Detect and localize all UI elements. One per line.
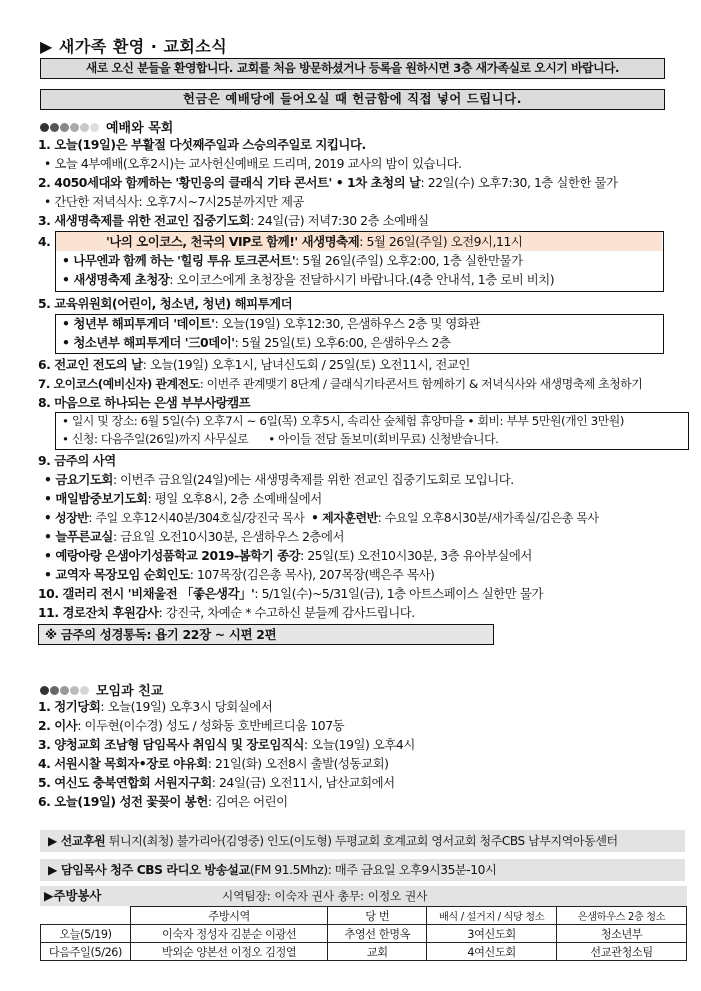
notice-8-sub2: • 신청: 다음주일(26일)까지 사무실로 • 아이들 전담 돌보미(회비무료) 신청받습니다. <box>62 432 499 446</box>
ministry-baby-school: • 예랑아랑 은샘아기성품학교 2019-봄학기 종강: 25일(토) 오전10시30분, 3층 유아부실에서 <box>44 548 532 563</box>
notice-10: 10. 갤러리 전시 '비채울전 「좋은생각」': 5/1일(수)~5/31일(금), 1층 아트스페이스 실한만 물가 <box>38 586 543 601</box>
kitchen-table <box>40 906 687 961</box>
fellowship-item-2: 2. 이사: 이두현(이수경) 성도 / 성화동 호반베르디움 107동 <box>38 718 345 733</box>
notice-5-sub2: • 청소년부 해피투게더 '三0데이': 5월 25일(토) 오후6:00, 은샘하우스 2층 <box>62 335 451 350</box>
table-row: 다음주일(5/26) 박외순 양본선 이정오 김정열 교회 4여신도회 선교관청소팀 <box>41 943 687 961</box>
ministry-pastor-visit: • 교역자 목장모임 순회인도: 107목장(김은총 목사), 207목장(백은주 목사) <box>44 567 435 582</box>
bullet-dots-icon <box>40 684 90 699</box>
section-title-new-family: ▶ 새가족 환영 · 교회소식 <box>40 37 228 56</box>
fellowship-heading: 모임과 친교 <box>40 680 163 699</box>
bullet-dots-icon <box>40 121 100 136</box>
notice-5-sub1: • 청년부 해피투게더 '데이트': 오늘(19일) 오후12:30, 은샘하우스 2층 및 영화관 <box>62 316 480 331</box>
ministry-friday-prayer: • 금요기도회: 이번주 금요일(24일)에는 새생명축제를 위한 전교인 집중기도회로 모입니다. <box>44 472 514 487</box>
radio-sermon-bar: ▶ 담임목사 청주 CBS 라디오 방송설교(FM 91.5Mhz): 매주 금요일 오후9시35분-10시 <box>40 859 685 881</box>
mission-support-bar: ▶ 선교후원 튀니지(최청) 불가리아(김영중) 인도(이도형) 두평교회 호계교회 영서교회 청주CBS 남부지역아동센터 <box>40 830 685 852</box>
ministry-growth-class: • 성장반: 주일 오후12시40분/304호실/강진국 목사 • 제자훈련반: 수요일 오후8시30분/새가족실/김은총 목사 <box>44 511 599 525</box>
kitchen-header: ▶주방봉사 시역팀장: 이숙자 권사 총무: 이정오 권사 <box>40 886 687 906</box>
offering-banner: 헌금은 예배당에 들어오실 때 헌금함에 직접 넣어 드립니다. <box>40 89 665 110</box>
notice-5-head: 5. 교육위원회(어린이, 청소년, 청년) 해피투게더 <box>38 296 293 311</box>
notice-9-head: 9. 금주의 사역 <box>38 453 116 468</box>
notice-8-sub1: • 일시 및 장소: 6월 5일(수) 오후7시 ~ 6일(목) 오후5시, 속리산 숲체험 휴양마을 • 회비: 부부 5만원(개인 3만원) <box>62 414 624 428</box>
table-header-row: 주방시역 당 번 배식 / 설거지 / 식당 청소 은샘하우스 2층 청소 <box>41 907 687 925</box>
fellowship-item-6: 6. 오늘(19일) 성전 꽃꽂이 봉헌: 김여은 어린이 <box>38 794 288 809</box>
fellowship-item-1: 1. 정기당회: 오늘(19일) 오후3시 당회실에서 <box>38 699 273 714</box>
notice-6: 6. 전교인 전도의 날: 오늘(19일) 오후1시, 남녀신도회 / 25일(토) 오전11시, 전교인 <box>38 357 470 372</box>
notice-4-sub1: • 나무엔과 함께 하는 '힐링 투유 토크콘서트': 5월 26일(주일) 오후2:00, 1층 실한만물가 <box>62 253 523 268</box>
ministry-evergreen: • 늘푸른교실: 금요일 오전10시30분, 은샘하우스 2층에서 <box>44 529 345 544</box>
bible-reading-box: ※ 금주의 성경통독: 욥기 22장 ~ 시편 2편 <box>38 624 494 645</box>
fellowship-item-3: 3. 양청교회 조남형 담임목사 취임식 및 장로임직식: 오늘(19일) 오후4시 <box>38 737 415 752</box>
fellowship-item-4: 4. 서원시찰 목회자•장로 야유회: 21일(화) 오전8시 출발(성동교회) <box>38 756 389 771</box>
notice-7: 7. 오이코스(예비신자) 관계전도: 이번주 관계맺기 8단계 / 클래식기타콘서트 함께하기 & 저녁식사와 새생명축제 초청하기 <box>38 377 643 391</box>
notice-11: 11. 경로잔치 후원감사: 강진국, 차예순 * 수고하신 분들께 감사드립니다. <box>38 605 415 620</box>
notice-4-main: '나의 오이코스, 천국의 VIP로 함께!' 새생명축제: 5월 26일(주일) 오전9시,11시 <box>106 234 523 249</box>
welcome-banner: 새로 오신 분들을 환영합니다. 교회를 처음 방문하셨거나 등록을 원하시면 3층 새가족실로 오시기 바랍니다. <box>40 58 665 79</box>
notice-8-head: 8. 마음으로 하나되는 은샘 부부사랑캠프 <box>38 395 251 410</box>
notice-1-sub: • 오늘 4부예배(오후2시)는 교사헌신예배로 드리며, 2019 교사의 밤이 있습니다. <box>44 156 462 171</box>
worship-heading: 예배와 목회 <box>40 117 173 136</box>
notice-2: 2. 4050세대와 함께하는 '황민응의 클래식 기타 콘서트' • 1차 초청의 날: 22일(수) 오후7:30, 1층 실한한 물가 <box>38 175 618 190</box>
table-row: 오늘(5/19) 이숙자 정성자 김분순 이광선 추영선 한명옥 3여신도회 청소년부 <box>41 925 687 943</box>
notice-2-sub: • 간단한 저녁식사: 오후7시~7시25분까지만 제공 <box>44 194 305 209</box>
notice-4-sub2: • 새생명축제 초청장: 오이코스에게 초청장을 전달하시기 바랍니다.(4층 안내석, 1층 로비 비치) <box>62 272 555 287</box>
fellowship-item-5: 5. 여신도 충북연합회 서원지구회: 24일(금) 오전11시, 남산교회에서 <box>38 775 395 790</box>
notice-1-head: 1. 오늘(19일)은 부활절 다섯째주일과 스승의주일로 지킵니다. <box>38 137 366 152</box>
ministry-night-prayer: • 매일밤중보기도회: 평일 오후8시, 2층 소예배실에서 <box>44 491 322 506</box>
notice-3: 3. 새생명축제를 위한 전교인 집중기도회: 24일(금) 저녁7:30 2층 소예배실 <box>38 213 429 228</box>
notice-4-number: 4. <box>38 234 51 249</box>
